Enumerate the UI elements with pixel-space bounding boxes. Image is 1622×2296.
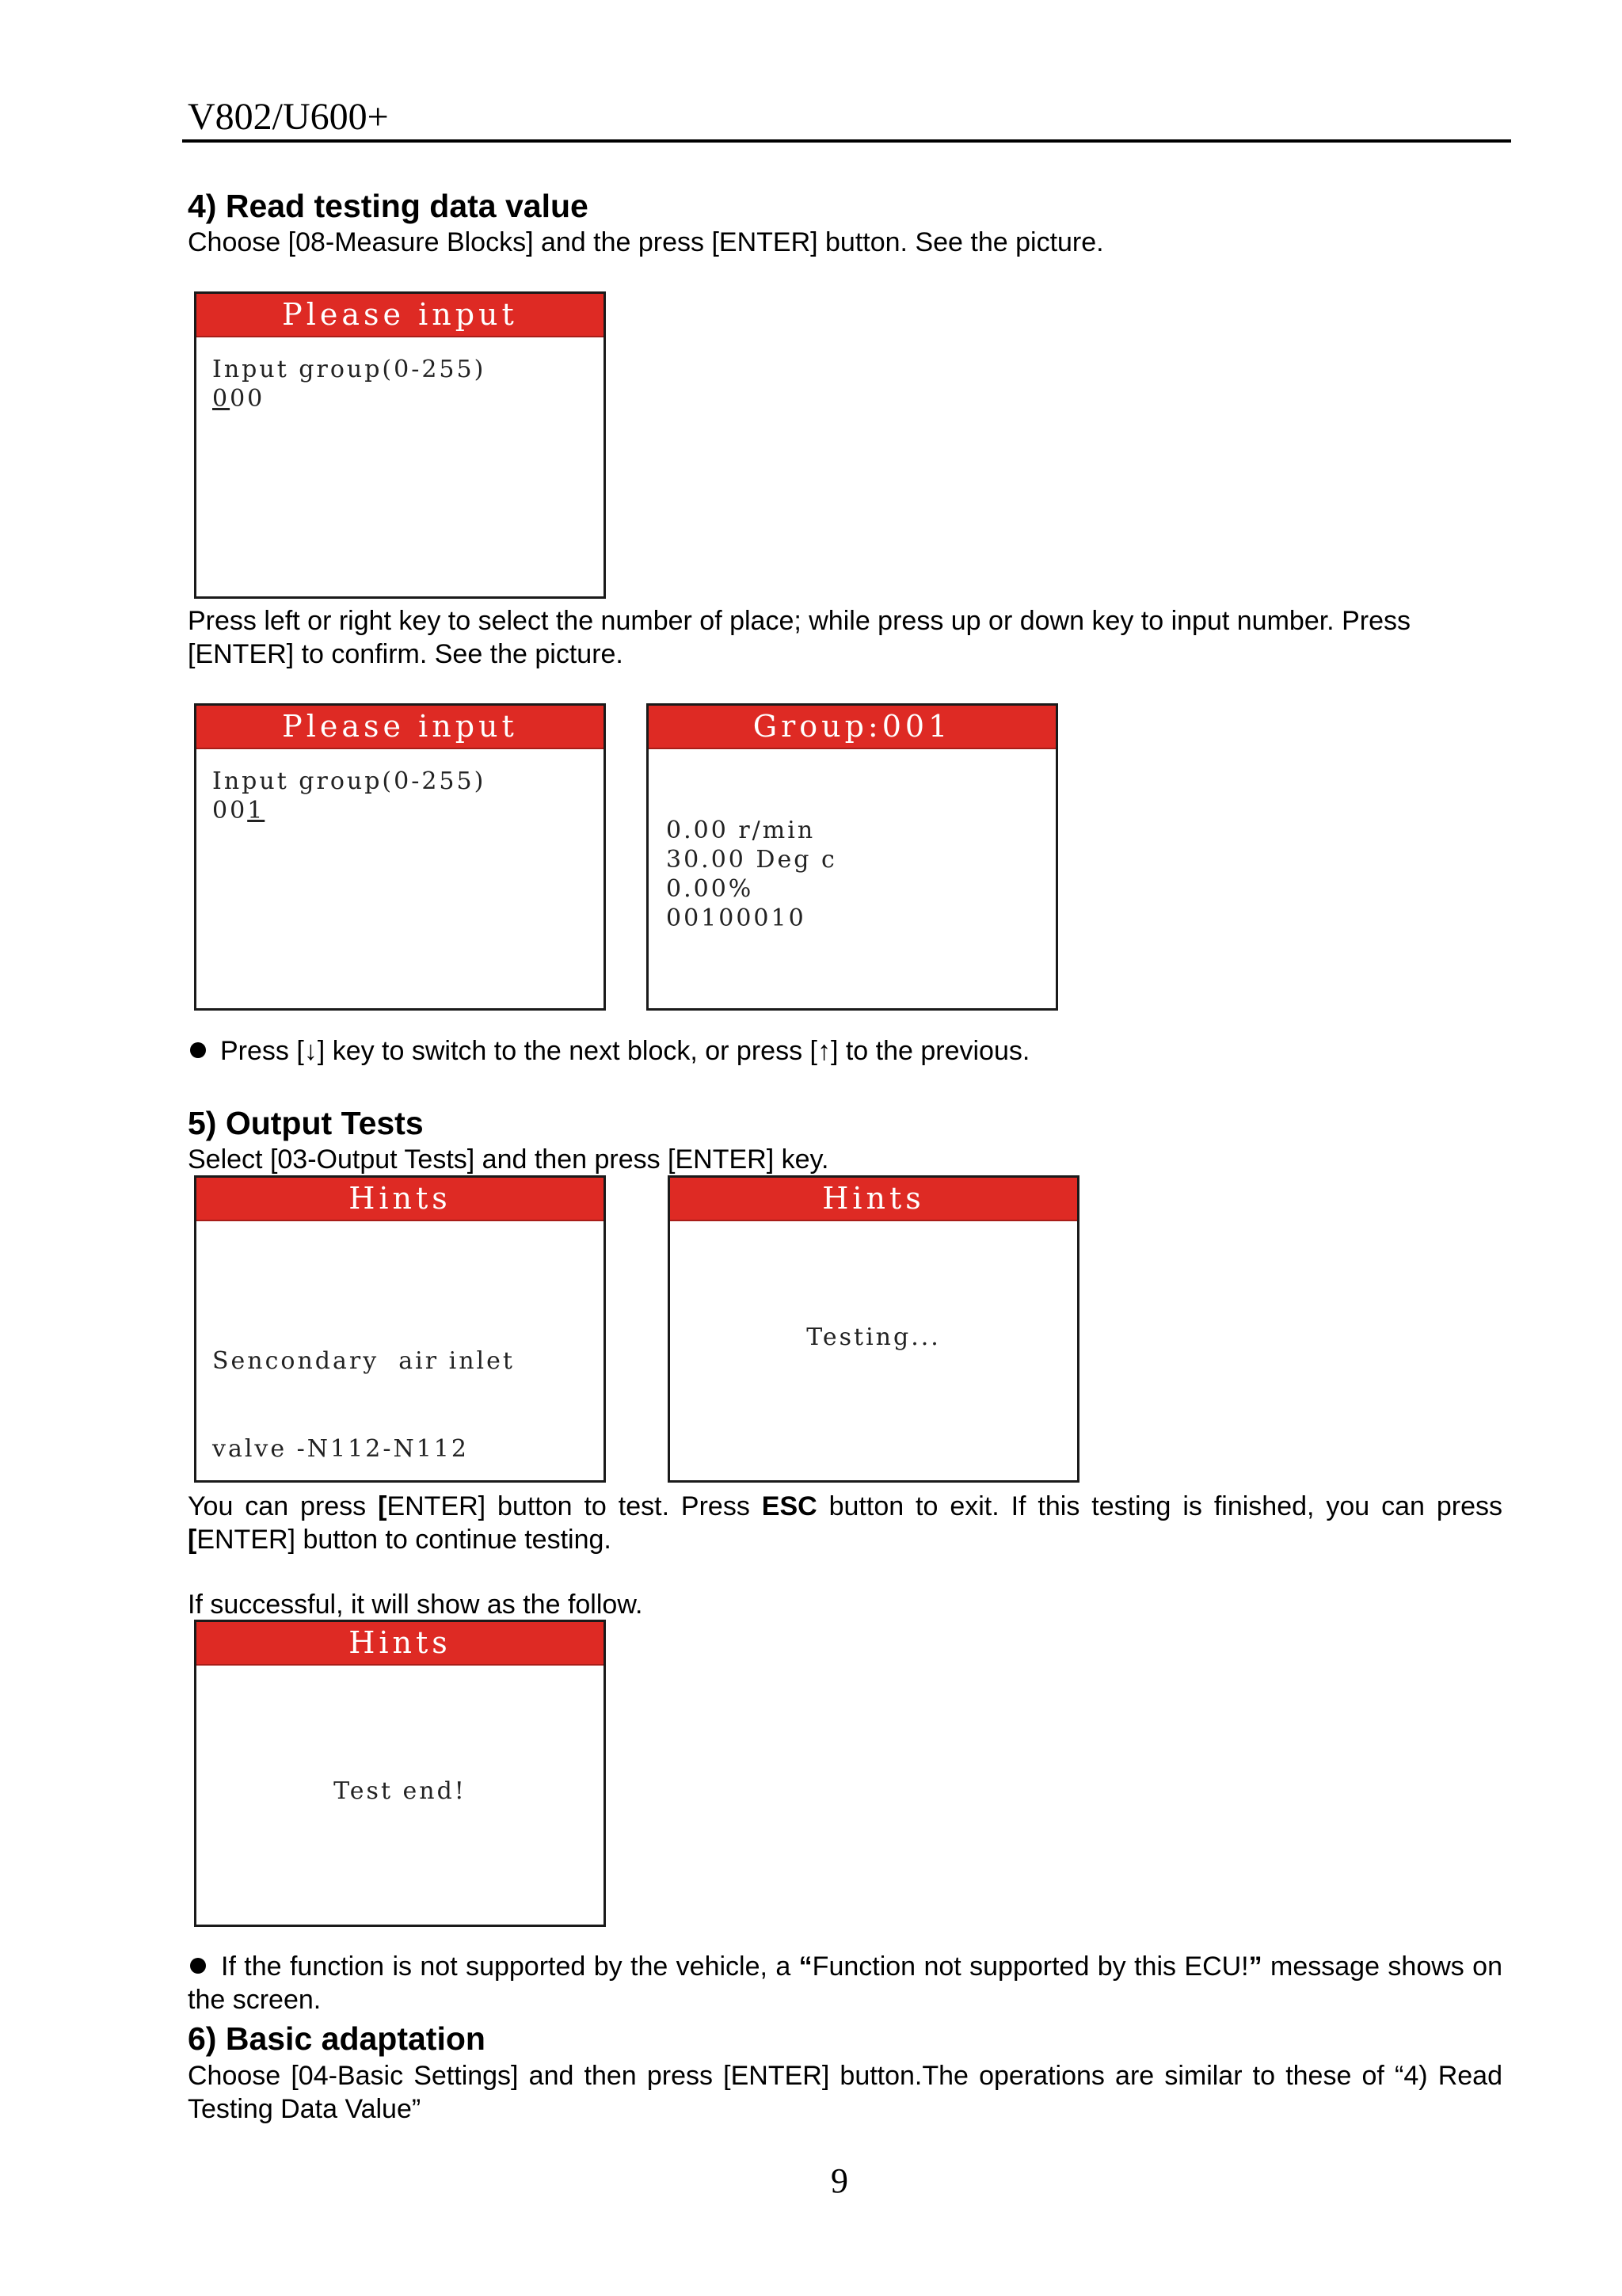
device-screen-hints-testing	[668, 1175, 1079, 1483]
device-screen-hints-test-end	[194, 1620, 606, 1927]
screen-value	[212, 796, 485, 825]
screen-line: valve -N112-N112	[212, 1435, 469, 1463]
bullet-dot	[190, 1042, 206, 1058]
measure-values	[666, 816, 837, 933]
section-4-bullet: Press [↓] key to switch to the next block, or press [↑] to the previous.	[220, 1036, 1030, 1066]
text-run: Function not supported by this ECU!	[812, 1951, 1249, 1982]
section-5-paragraph-1	[188, 1490, 1502, 1556]
screen-title: Hints	[196, 1178, 603, 1221]
screen-body	[196, 1221, 603, 1483]
screen-body	[196, 337, 603, 599]
section-4-instructions: Press left or right key to select the number of place; while press up or down key to input number. Press [ENTER] to confirm. See the picture.	[188, 606, 1411, 669]
value-digits: 00	[230, 385, 265, 413]
screen-prompt: Input group(0-255)	[212, 356, 486, 383]
header-divider	[182, 139, 1511, 143]
screen-body	[670, 1221, 1077, 1483]
screen-title: Please input	[196, 294, 603, 337]
screen-line: Sencondary air inlet	[212, 1347, 515, 1375]
measure-value: 0.00%	[666, 875, 754, 903]
text-run: You can press	[188, 1491, 379, 1521]
text-run: If the function is not supported by the vehicle, a	[221, 1951, 799, 1982]
section-5-intro: Select [03-Output Tests] and then press [ENTER] key.	[188, 1144, 829, 1175]
text-run: ENTER] button to continue testing.	[196, 1525, 611, 1555]
device-screen-group-001	[646, 703, 1058, 1011]
screen-title: Group:001	[649, 706, 1056, 749]
text-run: message shows on the screen.	[188, 1951, 1502, 2015]
bold-run: ”	[1248, 1951, 1262, 1982]
screen-message: Testing...	[806, 1323, 941, 1351]
screen-prompt: Input group(0-255)	[212, 767, 486, 795]
cursor-digit: 1	[247, 797, 265, 824]
cursor-digit: 0	[212, 385, 230, 413]
section-4-heading: 4) Read testing data value	[188, 188, 588, 224]
screen-text	[212, 767, 485, 825]
bold-run: ESC	[761, 1491, 817, 1521]
screen-body	[649, 749, 1056, 1011]
bold-run: “	[798, 1951, 813, 1982]
screen-title: Please input	[196, 706, 603, 749]
screen-body	[196, 1666, 603, 1927]
value-digits: 00	[212, 797, 248, 824]
text-run: button to exit. If this testing is finished, you can press	[817, 1491, 1502, 1521]
section-5-paragraph-2: If successful, it will show as the follow.	[188, 1590, 643, 1620]
section-6-text: Choose [04-Basic Settings] and then press [ENTER] button.The operations are similar to these of “4) Read Testing Data Value”	[188, 2061, 1502, 2124]
section-5-heading: 5) Output Tests	[188, 1105, 424, 1141]
measure-value: 00100010	[666, 904, 806, 932]
measure-value: 30.00 Deg c	[666, 846, 837, 874]
measure-value: 0.00 r/min	[666, 817, 816, 844]
bold-run: [	[188, 1525, 197, 1555]
section-5-bullet	[188, 1950, 1502, 2016]
screen-title: Hints	[670, 1178, 1077, 1221]
device-screen-hints-valve	[194, 1175, 606, 1483]
screen-text	[212, 355, 485, 413]
screen-title: Hints	[196, 1622, 603, 1666]
device-screen-input-group-000	[194, 291, 606, 599]
screen-body	[196, 749, 603, 1011]
device-screen-input-group-001	[194, 703, 606, 1011]
text-run: ENTER] button to test. Press	[386, 1491, 762, 1521]
document-header-title: V802/U600+	[188, 96, 389, 138]
section-6-heading: 6) Basic adaptation	[188, 2020, 485, 2057]
page-number: 9	[831, 2161, 848, 2200]
screen-value	[212, 384, 485, 413]
bold-run: [	[378, 1491, 387, 1521]
screen-message: Test end!	[333, 1777, 466, 1805]
screen-text	[212, 1288, 515, 1522]
section-4-intro: Choose [08-Measure Blocks] and the press [ENTER] button. See the picture.	[188, 227, 1104, 257]
